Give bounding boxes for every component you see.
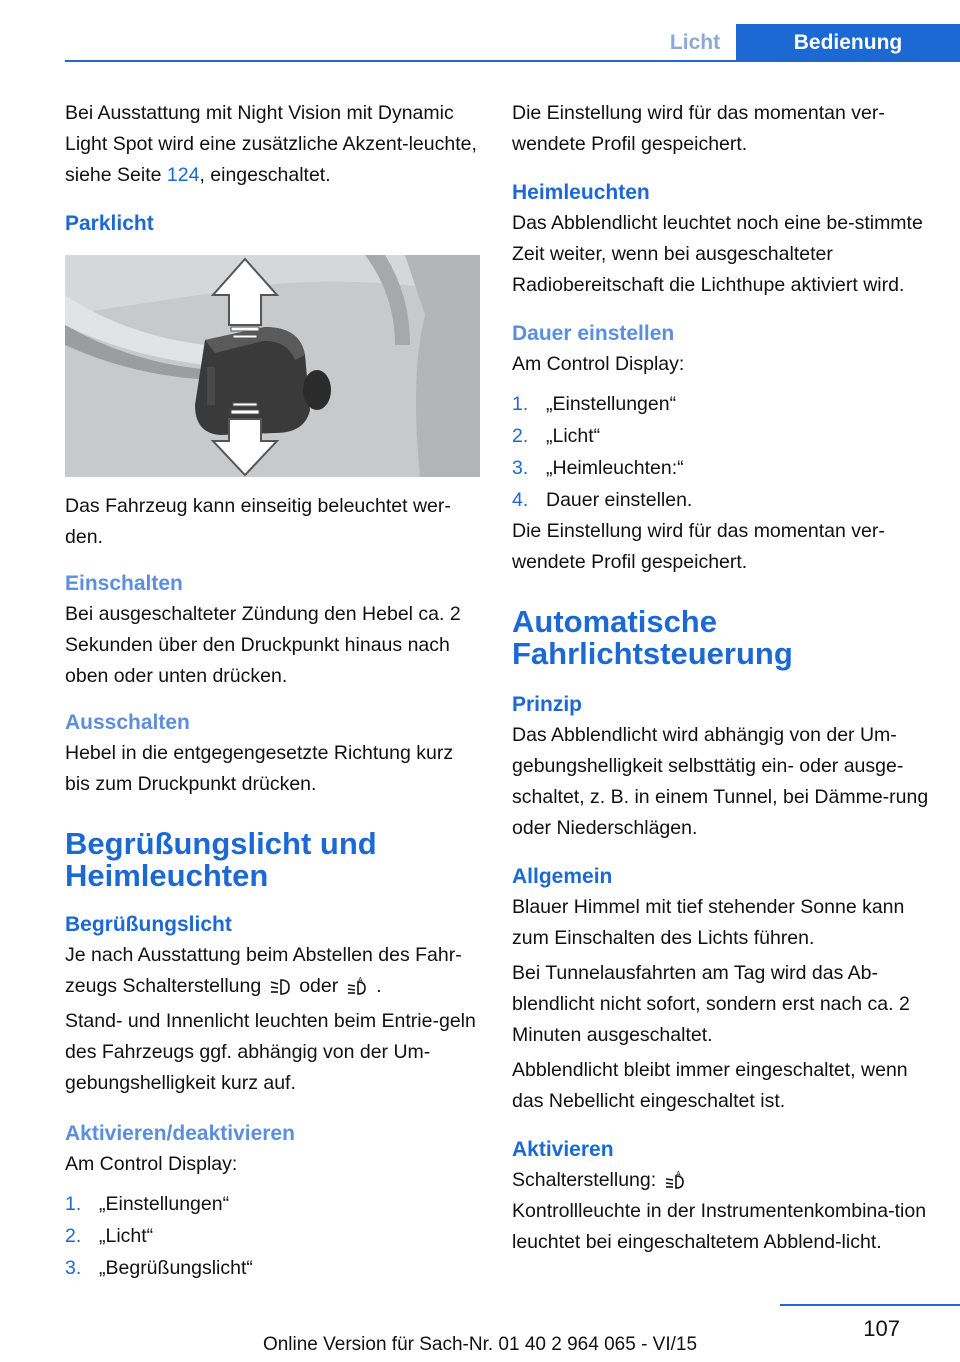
list-number: 3. (512, 457, 529, 479)
begruessung-text-2: Stand- und Innenlicht leuchten beim Entrie‐geln des Fahrzeugs ggf. abhängig von der Um‐gebungshelligkeit kurz auf. (65, 1010, 476, 1094)
begruessung-end: . (376, 975, 382, 997)
einschalten-heading: Einschalten (65, 572, 183, 595)
list-item (512, 484, 930, 516)
list-text: „Licht“ (99, 1225, 154, 1247)
schalter-label: Schalterstellung: (512, 1169, 657, 1191)
allgemein-text-1: Blauer Himmel mit tief stehender Sonne kann zum Einschalten des Lichts führen. (512, 896, 905, 949)
header-rule (65, 60, 960, 62)
intro-text-end: , eingeschaltet. (199, 164, 331, 186)
list-item (65, 1188, 480, 1220)
list-text: „Begrüßungslicht“ (99, 1257, 253, 1279)
list-item (65, 1220, 480, 1252)
control-display-label: Am Control Display: (512, 353, 685, 375)
ausschalten-heading: Ausschalten (65, 711, 190, 734)
begruessung-text: Je nach Ausstattung beim Abstellen des Fahr‐zeugs Schalterstellung (65, 944, 462, 997)
header-tab-licht[interactable]: Licht (669, 31, 721, 54)
list-text: „Licht“ (546, 425, 601, 447)
list-item (512, 420, 930, 452)
allgemein-text-3: Abblendlicht bleibt immer eingeschaltet, wenn das Nebellicht eingeschaltet ist. (512, 1059, 908, 1112)
list-item (512, 452, 930, 484)
lever-figure (65, 255, 480, 477)
section-title-line-1: Automatische (512, 604, 717, 639)
section-title-line-2: Heimleuchten (65, 858, 269, 893)
intro-paragraph (65, 98, 480, 191)
right-column (512, 98, 930, 1258)
list-text: „Einstellungen“ (99, 1193, 230, 1215)
aktivieren-heading: Aktivieren (512, 1138, 614, 1161)
section-title-line-2: Fahrlichtsteuerung (512, 636, 793, 671)
prinzip-text: Das Abblendlicht wird abhängig von der Um‐gebungshelligkeit selbsttätig ein- oder ausge‐schaltet, z. B. in einem Tunnel, bei Dämme‐rung oder Niederschlägen. (512, 724, 929, 839)
page-link[interactable]: 124 (166, 164, 200, 186)
prinzip-heading: Prinzip (512, 693, 583, 716)
list-item (512, 388, 930, 420)
begruessung-heading: Begrüßungslicht (65, 913, 232, 936)
kontroll-text: Kontrollleuchte in der Instrumentenkombina‐tion leuchtet bei eingeschaltetem Abblend‐licht. (512, 1200, 927, 1253)
footer-rule (780, 1304, 960, 1306)
allgemein-text-2: Bei Tunnelausfahrten am Tag wird das Ab‐blendlicht nicht sofort, sondern erst nach ca. 2 Minuten ausgeschaltet. (512, 962, 910, 1046)
begruessung-oder: oder (299, 975, 339, 997)
section-title-begruessung (65, 828, 480, 892)
profil-intro: Die Einstellung wird für das momentan ver‐wendete Profil gespeichert. (512, 102, 885, 155)
dauer-heading: Dauer einstellen (512, 322, 675, 345)
list-number: 4. (512, 489, 529, 511)
auto-light-symbol-icon (346, 977, 368, 997)
section-title-line-1: Begrüßungslicht und (65, 826, 377, 861)
list-number: 3. (65, 1257, 82, 1279)
intro-text: Bei Ausstattung mit Night Vision mit Dynamic Light Spot wird eine zusätzliche Akzent‐leuchte, siehe Seite (65, 102, 477, 186)
list-number: 2. (512, 425, 529, 447)
left-steps-list (65, 1188, 480, 1284)
begruessung-paragraph (65, 940, 480, 1002)
list-number: 1. (512, 393, 529, 415)
header-tab-bedienung[interactable]: Bedienung (736, 24, 960, 62)
svg-text:A: A (676, 1170, 681, 1178)
list-text: Dauer einstellen. (546, 489, 693, 511)
list-number: 1. (65, 1193, 82, 1215)
control-display-label: Am Control Display: (65, 1153, 238, 1175)
heimleuchten-text: Das Abblendlicht leuchtet noch eine be‐stimmte Zeit weiter, wenn bei ausgeschalteter Radiobereitschaft die Lichthupe aktiviert wird. (512, 212, 923, 296)
footer-online-text: Online Version für Sach-Nr. 01 40 2 964 065 - VI/15 (262, 1334, 698, 1355)
page-number: 107 (863, 1316, 900, 1341)
list-text: „Heimleuchten:“ (546, 457, 684, 479)
list-number: 2. (65, 1225, 82, 1247)
lowbeam-symbol-icon (269, 977, 291, 997)
left-column (65, 98, 480, 1284)
list-item (65, 1252, 480, 1284)
section-title-fahrlicht (512, 606, 930, 670)
schalter-paragraph (512, 1165, 930, 1196)
parklicht-heading: Parklicht (65, 212, 154, 235)
right-steps-list (512, 388, 930, 516)
allgemein-heading: Allgemein (512, 865, 613, 888)
aktivieren-deaktivieren-heading: Aktivieren/deaktivieren (65, 1122, 295, 1145)
svg-text:A: A (358, 976, 363, 984)
figure-caption: Das Fahrzeug kann einseitig beleuchtet wer‐den. (65, 495, 451, 548)
auto-light-symbol-icon (664, 1171, 686, 1191)
einschalten-text: Bei ausgeschalteter Zündung den Hebel ca. 2 Sekunden über den Druckpunkt hinaus nach oben oder unten drücken. (65, 603, 461, 687)
heimleuchten-heading: Heimleuchten (512, 181, 650, 204)
lever-illustration (65, 255, 480, 477)
list-text: „Einstellungen“ (546, 393, 677, 415)
ausschalten-text: Hebel in die entgegengesetzte Richtung kurz bis zum Druckpunkt drücken. (65, 742, 454, 795)
profil-text: Die Einstellung wird für das momentan ver‐wendete Profil gespeichert. (512, 520, 885, 573)
